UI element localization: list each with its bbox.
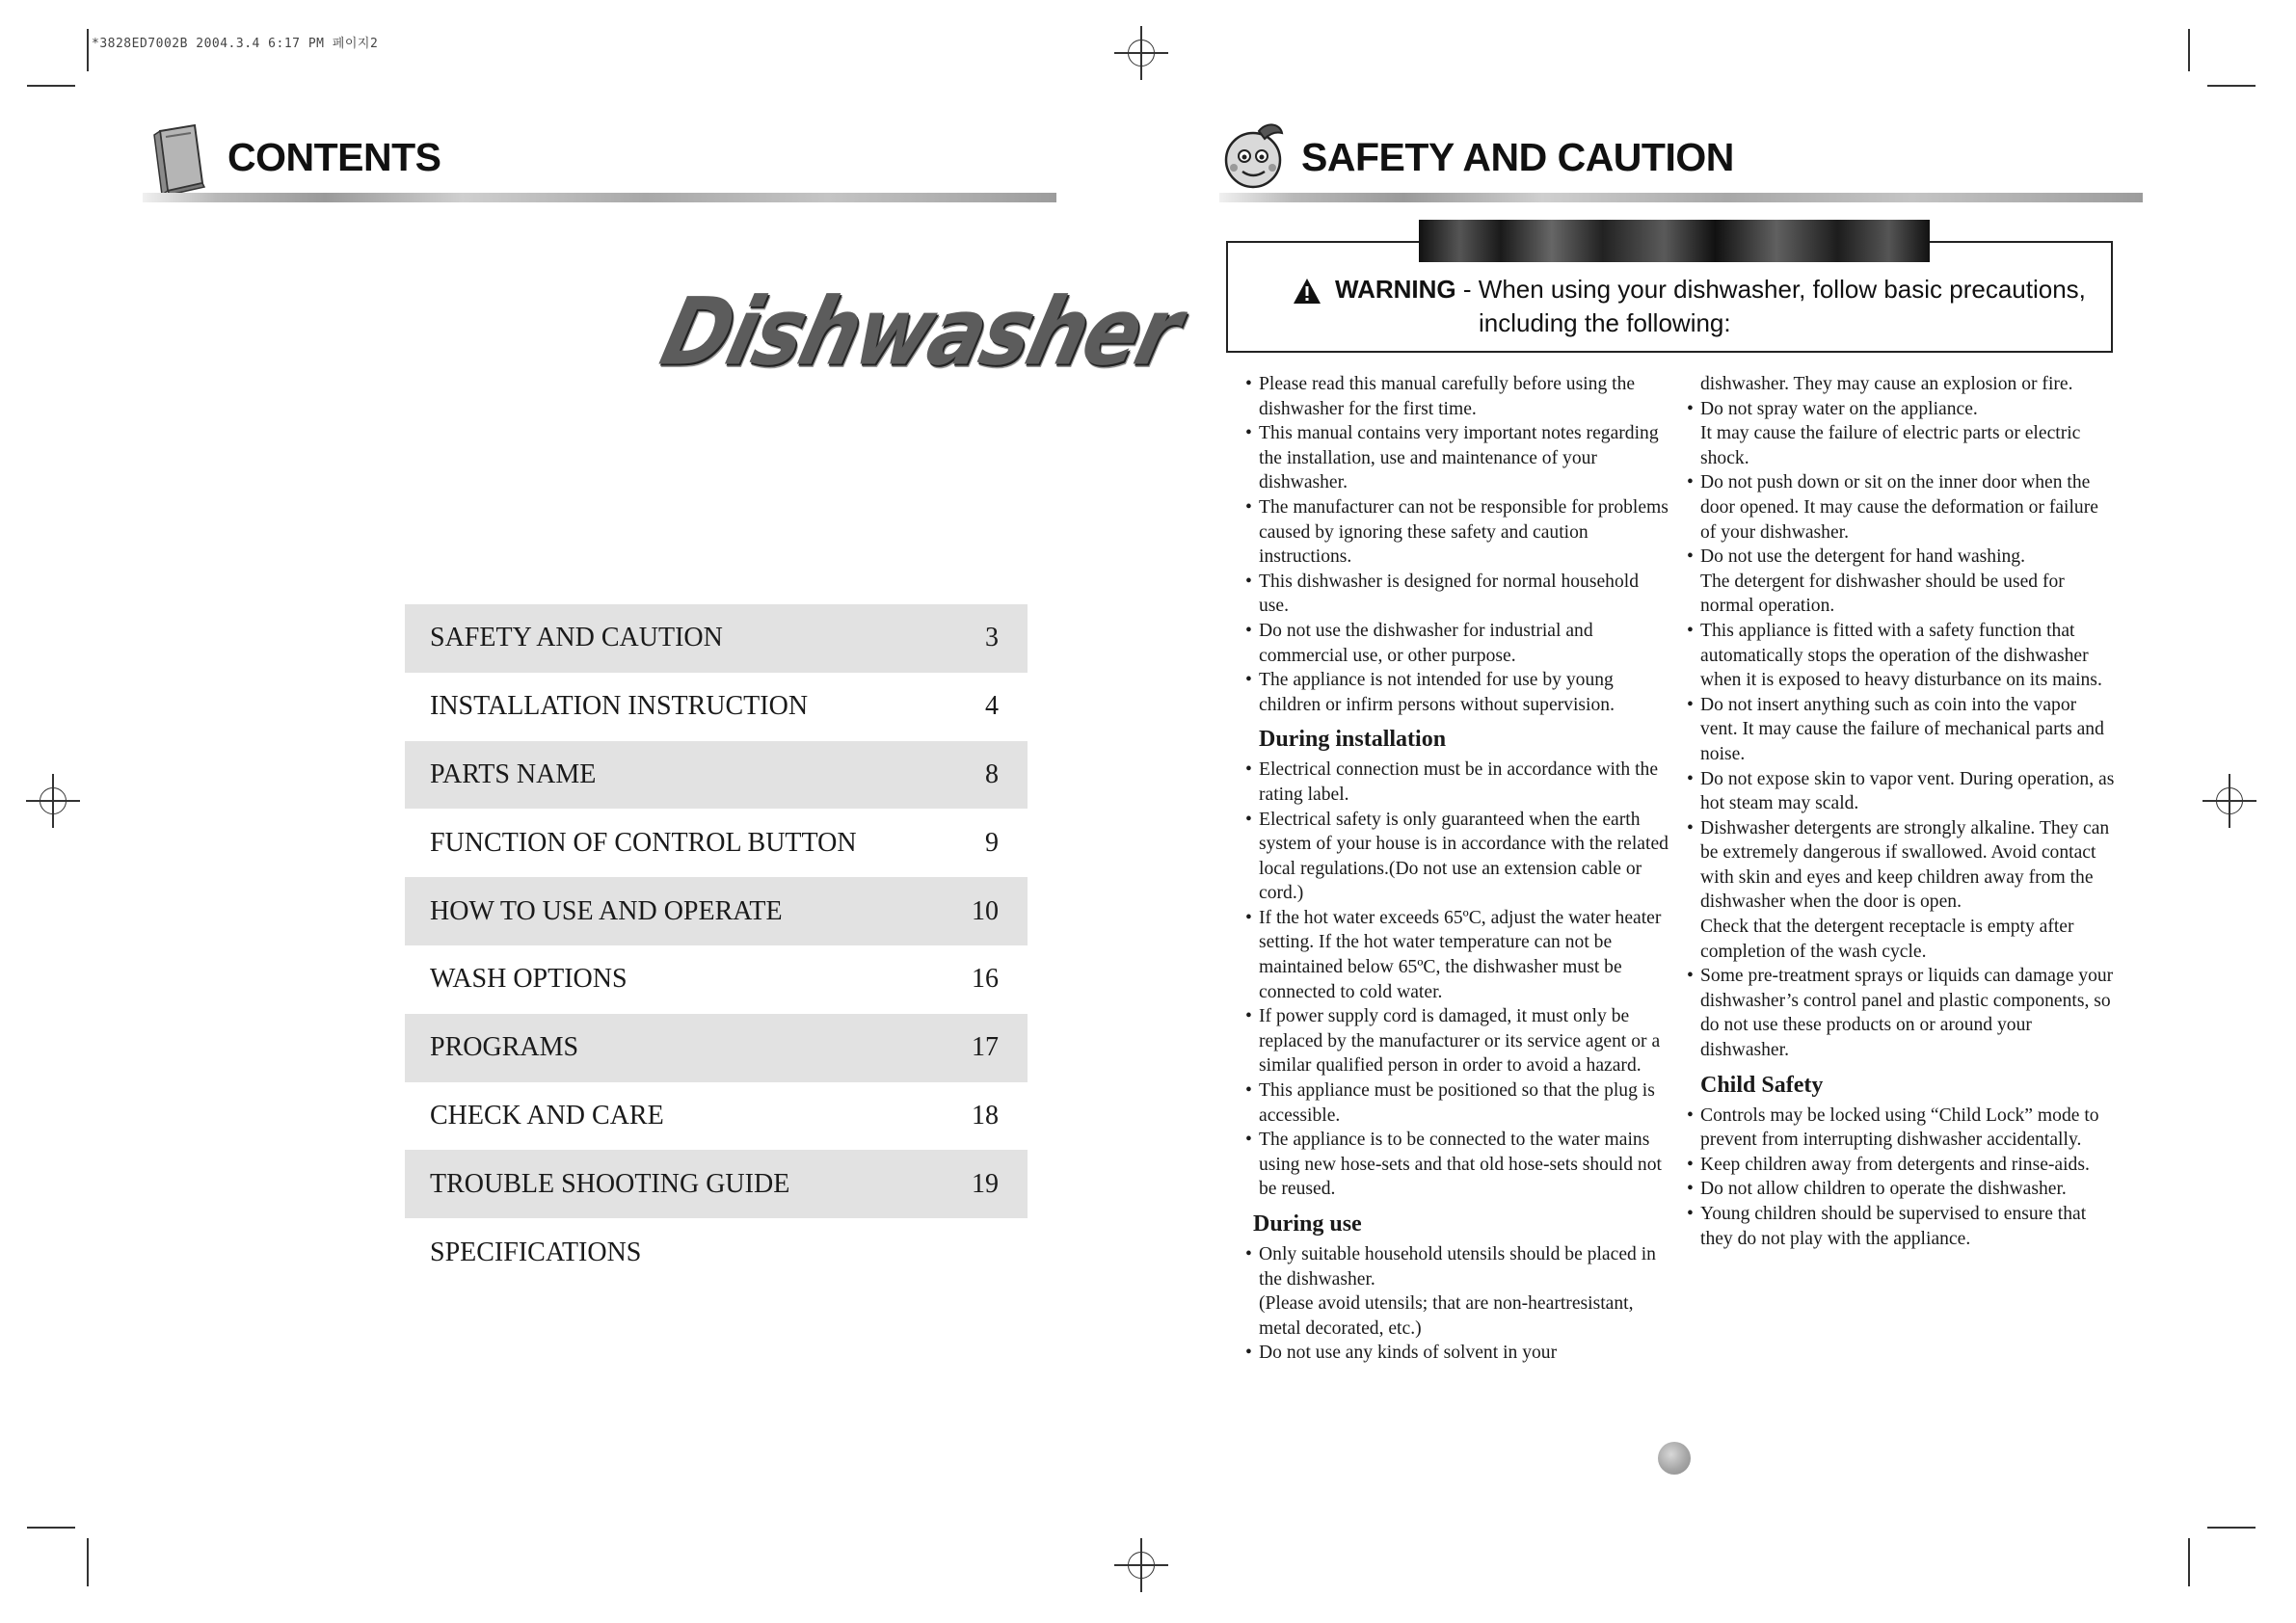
toc-page: 17 — [972, 1032, 999, 1063]
warning-label: WARNING — [1335, 275, 1456, 304]
toc-label: PROGRAMS — [430, 1032, 579, 1063]
list-item: • This appliance is fitted with a safety function that automatically stops the operation of the dishwasher when it is exposed to heavy disturbance on its mains. — [1687, 619, 2115, 693]
crop-mark — [27, 1527, 75, 1529]
toc-item[interactable] — [405, 1218, 1028, 1287]
list-item-continuation: dishwasher. They may cause an explosion or fire. — [1700, 374, 2073, 394]
list-item: • This dishwasher is designed for normal household use. — [1245, 570, 1669, 619]
toc-page: 4 — [985, 691, 999, 722]
toc-label: CHECK AND CARE — [430, 1100, 664, 1131]
brand-title: Dishwasher — [651, 277, 1190, 386]
toc-item[interactable] — [405, 1082, 1028, 1151]
toc-label: SAFETY AND CAUTION — [430, 623, 723, 653]
list-item: • The manufacturer can not be responsible for problems caused by ignoring these safety and caution instructions. — [1245, 495, 1669, 570]
safety-column-2 — [1687, 372, 2115, 1251]
list-item-note: (Please avoid utensils; that are non-heartresistant, metal decorated, etc.) — [1259, 1293, 1634, 1339]
crop-mark — [2188, 1538, 2190, 1586]
list-item: • The appliance is not intended for use by young children or infirm persons without supervision. — [1245, 668, 1669, 717]
list-item: • Electrical connection must be in accordance with the rating label. — [1245, 758, 1669, 807]
crop-mark — [87, 1538, 89, 1586]
safety-column-1 — [1245, 372, 1669, 1366]
list-item: • The appliance is to be connected to the water mains using new hose-sets and that old hose-sets should not be reused. — [1245, 1128, 1669, 1202]
toc-page: 16 — [972, 964, 999, 995]
registration-mark — [1114, 26, 1168, 80]
toc-page: 9 — [985, 827, 999, 858]
warning-line2: including the following: — [1479, 308, 1731, 337]
toc-item[interactable] — [405, 604, 1028, 673]
list-item: • Keep children away from detergents and rinse-aids. — [1687, 1153, 2115, 1178]
list-item-note: The detergent for dishwasher should be used for normal operation. — [1700, 571, 2065, 617]
warning-text — [1335, 275, 2086, 305]
page-number-dot — [1658, 1442, 1691, 1475]
toc-item[interactable] — [405, 877, 1028, 945]
toc-page: 8 — [985, 758, 999, 789]
warning-line1: - When using your dishwasher, follow basic precautions, — [1455, 275, 2086, 304]
warning-icon — [1292, 277, 1322, 306]
toc-label: SPECIFICATIONS — [430, 1237, 642, 1267]
toc-item[interactable] — [405, 1014, 1028, 1082]
list-item-note: Check that the detergent receptacle is empty after completion of the wash cycle. — [1700, 917, 2074, 962]
toc-item[interactable] — [405, 1150, 1028, 1218]
section-heading: During installation — [1259, 727, 1447, 753]
list-item: • If power supply cord is damaged, it must only be replaced by the manufacturer or its service agent or a similar qualified person in order to avoid a hazard. — [1245, 1004, 1669, 1078]
list-item: • Dishwasher detergents are strongly alkaline. They can be extremely dangerous if swallowed. Avoid contact with skin and eyes and keep children away from the dishwasher when the door is open. — [1687, 816, 2115, 915]
list-item: • This appliance must be positioned so that the plug is accessible. — [1245, 1078, 1669, 1128]
toc-item[interactable] — [405, 673, 1028, 741]
toc-page: 19 — [972, 1168, 999, 1199]
list-item: • Electrical safety is only guaranteed when the earth system of your house is in accordance with the related local regulations.(Do not use an extension cable or cord.) — [1245, 808, 1669, 906]
list-item: • Some pre-treatment sprays or liquids can damage your dishwasher’s control panel and plastic components, so do not use these products on or around your dishwasher. — [1687, 964, 2115, 1062]
header-bar — [143, 193, 1056, 202]
print-info: *3828ED7002B 2004.3.4 6:17 PM 페이지2 — [92, 37, 379, 51]
mascot-icon — [1216, 118, 1294, 195]
list-item: • Do not insert anything such as coin into the vapor vent. It may cause the failure of mechanical parts and noise. — [1687, 693, 2115, 767]
toc-label: WASH OPTIONS — [430, 964, 627, 995]
section-heading: Child Safety — [1700, 1072, 1824, 1098]
toc-label: PARTS NAME — [430, 758, 597, 789]
list-item: • Do not use the detergent for hand washing. — [1687, 545, 2115, 570]
toc-page: 18 — [972, 1100, 999, 1131]
crop-mark — [87, 29, 89, 71]
crop-mark — [2207, 85, 2256, 87]
header-bar — [1219, 193, 2143, 202]
crop-mark — [27, 85, 75, 87]
toc-item[interactable] — [405, 945, 1028, 1014]
list-item: • Controls may be locked using “Child Lock” mode to prevent from interrupting dishwasher accidentally. — [1687, 1104, 2115, 1153]
toc-item[interactable] — [405, 741, 1028, 810]
page-title: SAFETY AND CAUTION — [1301, 135, 1734, 179]
list-item: • Do not spray water on the appliance. — [1687, 397, 2115, 422]
registration-mark — [2203, 774, 2256, 828]
registration-mark — [26, 774, 80, 828]
toc-page: 3 — [985, 623, 999, 653]
toc-label: TROUBLE SHOOTING GUIDE — [430, 1168, 790, 1199]
list-item-note: It may cause the failure of electric parts or electric shock. — [1700, 423, 2081, 468]
list-item: • Only suitable household utensils should be placed in the dishwasher. — [1245, 1242, 1669, 1291]
list-item: • Do not use the dishwasher for industrial and commercial use, or other purpose. — [1245, 619, 1669, 668]
toc-label: HOW TO USE AND OPERATE — [430, 895, 783, 926]
warning-band — [1419, 220, 1930, 262]
list-item: • This manual contains very important notes regarding the installation, use and maintenance of your dishwasher. — [1245, 421, 1669, 495]
list-item: • Do not push down or sit on the inner door when the door opened. It may cause the deformation or failure of your dishwasher. — [1687, 470, 2115, 545]
registration-mark — [1114, 1538, 1168, 1592]
page-title: CONTENTS — [227, 135, 441, 179]
list-item: • Do not expose skin to vapor vent. During operation, as hot steam may scald. — [1687, 767, 2115, 816]
list-item: • Young children should be supervised to ensure that they do not play with the appliance. — [1687, 1202, 2115, 1251]
section-heading: During use — [1253, 1211, 1362, 1237]
toc-label: FUNCTION OF CONTROL BUTTON — [430, 827, 857, 858]
list-item: • If the hot water exceeds 65ºC, adjust the water heater setting. If the hot water temperature can not be maintained below 65ºC, the dishwasher must be connected to cold water. — [1245, 906, 1669, 1004]
toc-item[interactable] — [405, 809, 1028, 877]
list-item: • Please read this manual carefully before using the dishwasher for the first time. — [1245, 372, 1669, 421]
book-icon — [145, 123, 218, 197]
table-of-contents — [405, 604, 1028, 1287]
crop-mark — [2207, 1527, 2256, 1529]
toc-label: INSTALLATION INSTRUCTION — [430, 691, 809, 722]
crop-mark — [2188, 29, 2190, 71]
list-item: • Do not allow children to operate the dishwasher. — [1687, 1177, 2115, 1202]
list-item: • Do not use any kinds of solvent in your — [1245, 1341, 1669, 1366]
toc-page: 10 — [972, 895, 999, 926]
